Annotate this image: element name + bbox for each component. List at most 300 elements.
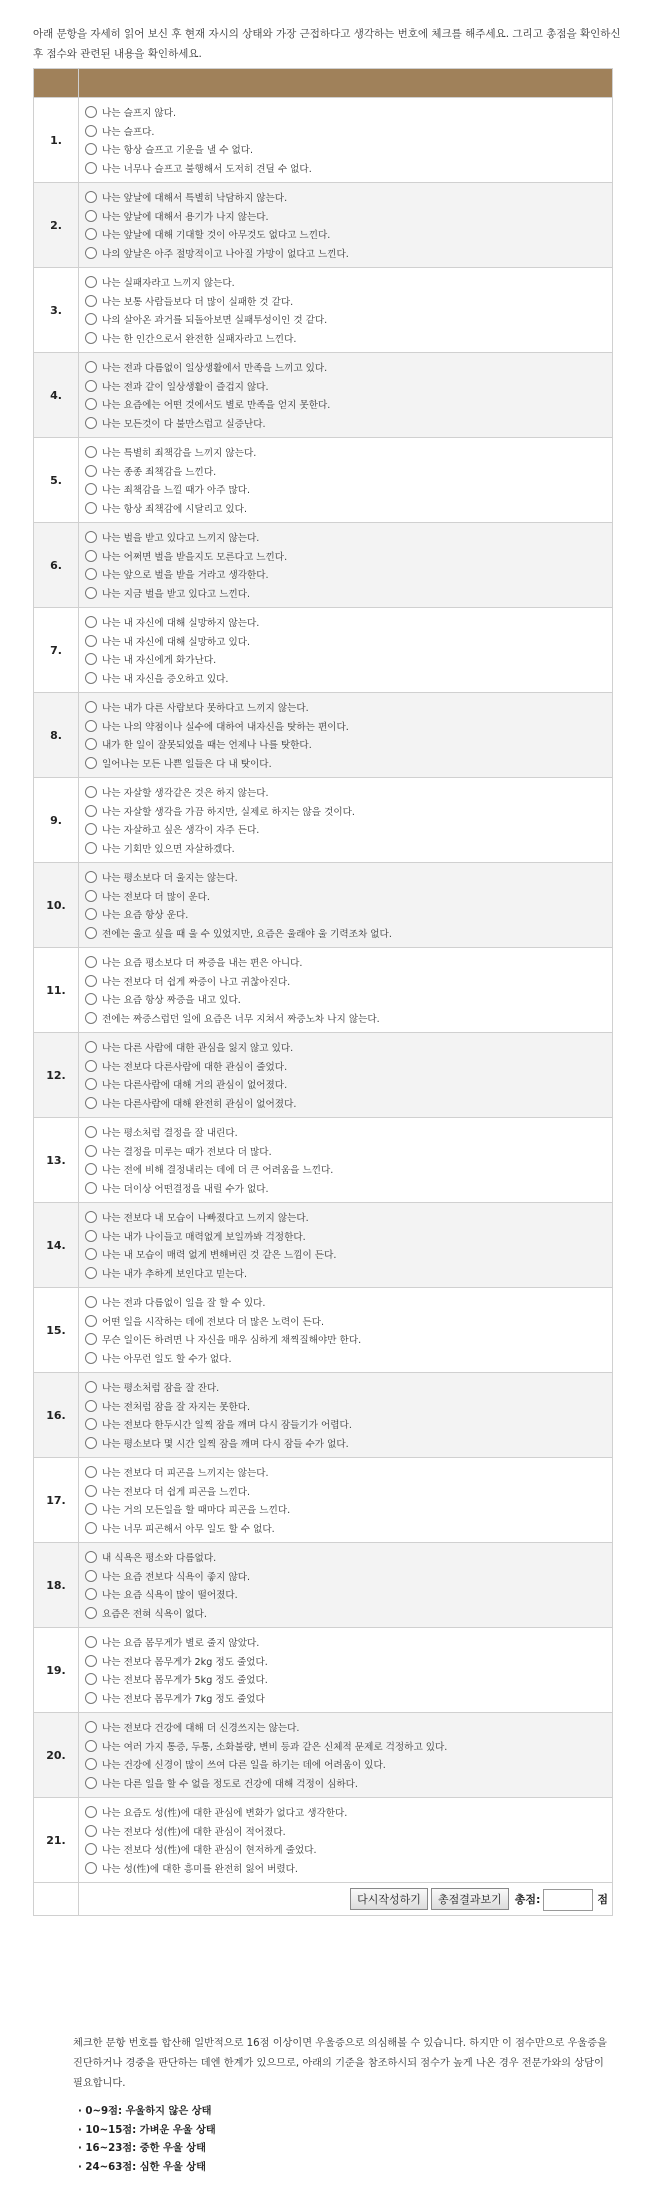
question-row: [34, 1033, 613, 1118]
radio-button[interactable]: [85, 1825, 97, 1837]
question-row: [34, 523, 613, 608]
question-row: [34, 778, 613, 863]
option-label: 나는 내 자신에 대해 실망하고 있다.: [102, 636, 251, 648]
option-label: 나는 전보다 몸무게가 2kg 정도 줄었다.: [102, 1656, 268, 1668]
option-item[interactable]: [85, 1227, 606, 1246]
option-label: 나는 전과 같이 일상생활이 즐겁지 않다.: [102, 381, 269, 393]
option-item[interactable]: [85, 990, 606, 1009]
option-label: 나는 전보다 성(性)에 대한 관심이 적어졌다.: [102, 1826, 286, 1838]
question-row: [34, 1118, 613, 1203]
radio-button[interactable]: [85, 720, 97, 732]
option-label: 일어나는 모든 나쁜 일들은 다 내 탓이다.: [102, 758, 272, 770]
score-levels: [78, 2103, 216, 2177]
option-item[interactable]: [85, 887, 606, 906]
option-label: 나는 앞날에 대해서 특별히 낙담하지 않는다.: [102, 193, 288, 205]
option-item[interactable]: [85, 1434, 606, 1453]
radio-button[interactable]: [85, 1570, 97, 1582]
question-number: 5.: [34, 438, 79, 523]
question-number: 14.: [34, 1203, 79, 1288]
question-options: [79, 778, 613, 863]
radio-button[interactable]: [85, 1777, 97, 1789]
option-item[interactable]: [85, 1482, 606, 1501]
option-item[interactable]: [85, 905, 606, 924]
option-label: 나는 한 인간으로서 완전한 실패자라고 느낀다.: [102, 333, 297, 345]
option-item[interactable]: [85, 1415, 606, 1434]
radio-button[interactable]: [85, 380, 97, 392]
option-label: 나는 평소보다 더 울지는 않는다.: [102, 873, 238, 885]
option-item[interactable]: [85, 1755, 606, 1774]
radio-button[interactable]: [85, 1607, 97, 1619]
option-item[interactable]: [85, 1567, 606, 1586]
option-label: 나는 너무 피곤해서 아무 일도 할 수 없다.: [102, 1523, 275, 1535]
radio-button[interactable]: [85, 276, 97, 288]
option-item[interactable]: [85, 1774, 606, 1793]
radio-button[interactable]: [85, 1145, 97, 1157]
radio-button[interactable]: [85, 1182, 97, 1194]
question-options: [79, 1288, 613, 1373]
option-label: 나는 요즘에는 어떤 것에서도 별로 만족을 얻지 못한다.: [102, 400, 331, 412]
radio-button[interactable]: [85, 975, 97, 987]
radio-button[interactable]: [85, 1806, 97, 1818]
option-item[interactable]: [85, 584, 606, 603]
option-item[interactable]: [85, 735, 606, 754]
option-item[interactable]: [85, 565, 606, 584]
question-number: 6.: [34, 523, 79, 608]
radio-button[interactable]: [85, 1758, 97, 1770]
result-button[interactable]: 총점결과보기: [431, 1888, 509, 1910]
radio-button[interactable]: [85, 1060, 97, 1072]
question-options: [79, 268, 613, 353]
option-label: 나는 요즘 항상 운다.: [102, 910, 189, 922]
option-item[interactable]: [85, 1689, 606, 1708]
question-number: 15.: [34, 1288, 79, 1373]
option-label: 나는 너무나 슬프고 불행해서 도저히 견딜 수 없다.: [102, 163, 312, 175]
option-item[interactable]: [85, 839, 606, 858]
option-item[interactable]: [85, 1397, 606, 1416]
score-level: · 0~9점: 우울하지 않은 상태: [78, 2106, 212, 2117]
option-item[interactable]: [85, 1330, 606, 1349]
option-label: 나는 거의 모든일을 할 때마다 피곤을 느낀다.: [102, 1505, 291, 1517]
radio-button[interactable]: [85, 417, 97, 429]
option-item[interactable]: [85, 698, 606, 717]
question-options: [79, 1458, 613, 1543]
question-number: 8.: [34, 693, 79, 778]
option-item[interactable]: [85, 1859, 606, 1878]
option-label: 나는 전에 비해 결정내리는 데에 더 큰 어려움을 느낀다.: [102, 1165, 334, 1177]
option-item[interactable]: [85, 754, 606, 773]
option-label: 나는 요즘도 성(性)에 대한 관심에 변화가 없다고 생각한다.: [102, 1808, 348, 1820]
option-item[interactable]: [85, 1245, 606, 1264]
radio-button[interactable]: [85, 106, 97, 118]
radio-button[interactable]: [85, 1418, 97, 1430]
radio-button[interactable]: [85, 890, 97, 902]
option-item[interactable]: [85, 225, 606, 244]
radio-button[interactable]: [85, 1296, 97, 1308]
option-item[interactable]: [85, 1160, 606, 1179]
option-item[interactable]: [85, 1142, 606, 1161]
radio-button[interactable]: [85, 398, 97, 410]
option-item[interactable]: [85, 1652, 606, 1671]
option-item[interactable]: [85, 244, 606, 263]
option-item[interactable]: [85, 613, 606, 632]
option-label: 나의 앞날은 아주 절망적이고 나아질 가망이 없다고 느낀다.: [102, 248, 349, 260]
question-row: [34, 98, 613, 183]
radio-button[interactable]: [85, 1211, 97, 1223]
option-label: 나는 요즘 몸무게가 별로 줄지 않았다.: [102, 1638, 260, 1650]
option-label: 나는 전보다 몸무게가 7kg 정도 줄었다: [102, 1693, 265, 1705]
option-label: 나는 요즘 식욕이 많이 떨어졌다.: [102, 1590, 238, 1602]
option-item[interactable]: [85, 443, 606, 462]
question-number: 4.: [34, 353, 79, 438]
question-options: [79, 608, 613, 693]
radio-button[interactable]: [85, 1503, 97, 1515]
option-item[interactable]: [85, 1500, 606, 1519]
radio-button[interactable]: [85, 502, 97, 514]
radio-button[interactable]: [85, 446, 97, 458]
option-label: 나는 종종 죄책감을 느낀다.: [102, 466, 217, 478]
radio-button[interactable]: [85, 332, 97, 344]
option-item[interactable]: [85, 395, 606, 414]
radio-button[interactable]: [85, 1163, 97, 1175]
option-label: 나는 전보다 성(性)에 대한 관심이 현저하게 줄었다.: [102, 1845, 317, 1857]
option-item[interactable]: [85, 1604, 606, 1623]
radio-button[interactable]: [85, 1862, 97, 1874]
option-label: 나는 지금 벌을 받고 있다고 느낀다.: [102, 588, 251, 600]
option-label: 나는 전보다 다른사람에 대한 관심이 줄었다.: [102, 1061, 288, 1073]
option-item[interactable]: [85, 292, 606, 311]
option-item[interactable]: [85, 953, 606, 972]
option-item[interactable]: [85, 377, 606, 396]
radio-button[interactable]: [85, 1466, 97, 1478]
question-number: 2.: [34, 183, 79, 268]
question-options: [79, 523, 613, 608]
option-label: 나는 전보다 몸무게가 5kg 정도 줄었다.: [102, 1675, 268, 1687]
option-item[interactable]: [85, 1038, 606, 1057]
option-label: 나는 요즘 항상 짜증을 내고 있다.: [102, 995, 241, 1007]
radio-button[interactable]: [85, 805, 97, 817]
question-options: [79, 1628, 613, 1713]
option-item[interactable]: [85, 122, 606, 141]
option-item[interactable]: [85, 1670, 606, 1689]
option-label: 나는 자살할 생각같은 것은 하지 않는다.: [102, 788, 269, 800]
option-item[interactable]: [85, 499, 606, 518]
option-label: 나는 평소처럼 결정을 잘 내린다.: [102, 1128, 238, 1140]
total-score-field[interactable]: [543, 1889, 593, 1911]
radio-button[interactable]: [85, 1843, 97, 1855]
radio-button[interactable]: [85, 1551, 97, 1563]
question-row: [34, 1288, 613, 1373]
option-item[interactable]: [85, 1094, 606, 1113]
radio-button[interactable]: [85, 1352, 97, 1364]
radio-button[interactable]: [85, 1522, 97, 1534]
radio-button[interactable]: [85, 228, 97, 240]
radio-button[interactable]: [85, 483, 97, 495]
option-label: 나는 내가 추하게 보인다고 믿는다.: [102, 1268, 247, 1280]
radio-button[interactable]: [85, 1267, 97, 1279]
radio-button[interactable]: [85, 568, 97, 580]
question-options: [79, 1373, 613, 1458]
option-item[interactable]: [85, 1822, 606, 1841]
radio-button[interactable]: [85, 1588, 97, 1600]
radio-button[interactable]: [85, 295, 97, 307]
option-item[interactable]: [85, 669, 606, 688]
option-item[interactable]: [85, 1633, 606, 1652]
option-label: 나는 다른 일을 할 수 없을 정도로 건강에 대해 걱정이 심하다.: [102, 1778, 358, 1790]
option-label: 나는 전처럼 잠을 잘 자지는 못한다.: [102, 1401, 251, 1413]
question-row: [34, 863, 613, 948]
radio-button[interactable]: [85, 1400, 97, 1412]
table-header: [34, 69, 613, 98]
radio-button[interactable]: [85, 247, 97, 259]
option-item[interactable]: [85, 273, 606, 292]
option-label: 나는 내 자신에 대해 실망하지 않는다.: [102, 618, 260, 630]
question-options: [79, 183, 613, 268]
option-label: 나는 여러 가지 통증, 두통, 소화불량, 변비 등과 같은 신체적 문제로 걱정하고 있다.: [102, 1741, 448, 1753]
radio-button[interactable]: [85, 465, 97, 477]
radio-button[interactable]: [85, 738, 97, 750]
radio-button[interactable]: [85, 842, 97, 854]
question-row: [34, 353, 613, 438]
option-item[interactable]: [85, 1123, 606, 1142]
question-number: 7.: [34, 608, 79, 693]
radio-button[interactable]: [85, 1655, 97, 1667]
radio-button[interactable]: [85, 701, 97, 713]
option-item[interactable]: [85, 310, 606, 329]
question-options: [79, 693, 613, 778]
option-label: 내가 한 일이 잘못되었을 때는 언제나 나를 탓한다.: [102, 740, 312, 752]
radio-button[interactable]: [85, 1636, 97, 1648]
radio-button[interactable]: [85, 210, 97, 222]
radio-button[interactable]: [85, 823, 97, 835]
option-label: 전에는 짜증스럽던 일에 요즘은 너무 지쳐서 짜증노차 나지 않는다.: [102, 1013, 380, 1025]
action-row-spacer: [34, 1883, 79, 1916]
question-row: [34, 1628, 613, 1713]
option-label: 나는 내 자신을 증오하고 있다.: [102, 673, 229, 685]
radio-button[interactable]: [85, 1437, 97, 1449]
radio-button[interactable]: [85, 1721, 97, 1733]
question-row: [34, 1713, 613, 1798]
option-item[interactable]: [85, 547, 606, 566]
question-options: [79, 1798, 613, 1883]
option-item[interactable]: [85, 329, 606, 348]
intro-text: 아래 문항을 자세히 읽어 보신 후 현재 자시의 상태와 가장 근접하다고 생각하는 번호에 체크를 해주세요. 그리고 총점을 확인하신 후 점수와 관련된 내용을 확인하세요.: [33, 28, 621, 60]
option-item[interactable]: [85, 1293, 606, 1312]
total-label: 총점:: [514, 1892, 541, 1906]
radio-button[interactable]: [85, 757, 97, 769]
option-label: 나는 기회만 있으면 자살하겠다.: [102, 843, 235, 855]
option-item[interactable]: [85, 103, 606, 122]
option-item[interactable]: [85, 528, 606, 547]
radio-button[interactable]: [85, 1673, 97, 1685]
scoring-note: 체크한 문항 번호를 합산해 일반적으로 16점 이상이면 우울증으로 의심해볼 수 있습니다. 하지만 이 점수만으로 우울증을 진단하거나 경중을 판단하는 데엔 한계가 있으므로, 아래의 기준을 참조하시되 점수가 높게 나온 경우 전문가와의 상담이 필요합니다.: [73, 2038, 607, 2089]
radio-button[interactable]: [85, 672, 97, 684]
radio-button[interactable]: [85, 871, 97, 883]
action-cell: [79, 1883, 613, 1916]
radio-button[interactable]: [85, 956, 97, 968]
question-options: [79, 1033, 613, 1118]
option-item[interactable]: [85, 140, 606, 159]
option-label: 나는 다른사람에 대해 완전히 관심이 없어졌다.: [102, 1098, 297, 1110]
radio-button[interactable]: [85, 1692, 97, 1704]
question-number: 17.: [34, 1458, 79, 1543]
radio-button[interactable]: [85, 786, 97, 798]
option-label: 내 식욕은 평소와 다름없다.: [102, 1553, 217, 1565]
radio-button[interactable]: [85, 1230, 97, 1242]
option-item[interactable]: [85, 207, 606, 226]
radio-button[interactable]: [85, 550, 97, 562]
radio-button[interactable]: [85, 653, 97, 665]
option-item[interactable]: [85, 1009, 606, 1028]
option-label: 나는 특별히 죄책감을 느끼지 않는다.: [102, 448, 257, 460]
option-label: 요즘은 전혀 식욕이 없다.: [102, 1608, 207, 1620]
option-item[interactable]: [85, 1548, 606, 1567]
option-item[interactable]: [85, 358, 606, 377]
rewrite-button[interactable]: 다시작성하기: [350, 1888, 428, 1910]
radio-button[interactable]: [85, 1381, 97, 1393]
radio-button[interactable]: [85, 1041, 97, 1053]
option-item[interactable]: [85, 972, 606, 991]
question-row: [34, 438, 613, 523]
radio-button[interactable]: [85, 927, 97, 939]
question-row: [34, 1373, 613, 1458]
option-label: 나는 죄책감을 느낄 때가 아주 많다.: [102, 485, 251, 497]
option-item[interactable]: [85, 462, 606, 481]
option-item[interactable]: [85, 1803, 606, 1822]
radio-button[interactable]: [85, 143, 97, 155]
option-label: 나는 내가 나이들고 매력없게 보일까봐 걱정한다.: [102, 1231, 306, 1243]
question-options: [79, 1203, 613, 1288]
radio-button[interactable]: [85, 1248, 97, 1260]
option-label: 나는 전보다 더 쉽게 짜증이 나고 귀찮아진다.: [102, 976, 291, 988]
question-row: [34, 948, 613, 1033]
option-item[interactable]: [85, 188, 606, 207]
question-row: [34, 183, 613, 268]
radio-button[interactable]: [85, 1485, 97, 1497]
option-item[interactable]: [85, 1057, 606, 1076]
radio-button[interactable]: [85, 1097, 97, 1109]
radio-button[interactable]: [85, 531, 97, 543]
header-cell: [79, 69, 613, 98]
option-item[interactable]: [85, 1519, 606, 1538]
radio-button[interactable]: [85, 1333, 97, 1345]
option-item[interactable]: [85, 1075, 606, 1094]
option-label: 나는 성(性)에 대한 흥미를 완전히 잃어 버렸다.: [102, 1863, 298, 1875]
option-item[interactable]: [85, 802, 606, 821]
option-label: 나는 항상 죄책감에 시달리고 있다.: [102, 503, 247, 515]
option-item[interactable]: [85, 820, 606, 839]
question-number: 3.: [34, 268, 79, 353]
option-label: 나는 더이상 어떤결정을 내릴 수가 없다.: [102, 1183, 269, 1195]
option-item[interactable]: [85, 1349, 606, 1368]
option-label: 나는 다른사람에 대해 거의 관심이 없어졌다.: [102, 1080, 288, 1092]
question-options: [79, 1713, 613, 1798]
option-item[interactable]: [85, 480, 606, 499]
option-item[interactable]: [85, 632, 606, 651]
option-label: 나의 살아온 과거를 되돌아보면 실패투성이인 것 같다.: [102, 315, 328, 327]
radio-button[interactable]: [85, 587, 97, 599]
question-number: 20.: [34, 1713, 79, 1798]
option-item[interactable]: [85, 1585, 606, 1604]
question-options: [79, 438, 613, 523]
option-item[interactable]: [85, 783, 606, 802]
radio-button[interactable]: [85, 635, 97, 647]
option-item[interactable]: [85, 650, 606, 669]
option-label: 나는 앞으로 벌을 받을 거라고 생각한다.: [102, 570, 269, 582]
question-number: 12.: [34, 1033, 79, 1118]
question-row: [34, 693, 613, 778]
option-item[interactable]: [85, 1378, 606, 1397]
option-label: 나는 아무런 일도 할 수가 없다.: [102, 1353, 232, 1365]
radio-button[interactable]: [85, 191, 97, 203]
option-item[interactable]: [85, 159, 606, 178]
option-label: 나는 요즘 평소보다 더 짜증을 내는 편은 아니다.: [102, 958, 303, 970]
radio-button[interactable]: [85, 125, 97, 137]
option-label: 나는 모든것이 다 불만스럽고 실증난다.: [102, 418, 266, 430]
question-row: [34, 1458, 613, 1543]
question-options: [79, 1118, 613, 1203]
radio-button[interactable]: [85, 1740, 97, 1752]
action-row: [34, 1883, 613, 1916]
radio-button[interactable]: [85, 313, 97, 325]
question-options: [79, 1543, 613, 1628]
question-number: 21.: [34, 1798, 79, 1883]
question-row: [34, 1203, 613, 1288]
question-row: [34, 1543, 613, 1628]
option-label: 나는 전과 다름없이 일을 잘 할 수 있다.: [102, 1298, 266, 1310]
option-label: 전에는 울고 싶을 때 울 수 있었지만, 요즘은 울래야 울 기력조차 없다.: [102, 928, 392, 940]
option-label: 나는 평소처럼 잠을 잘 잔다.: [102, 1383, 220, 1395]
question-number: 1.: [34, 98, 79, 183]
option-item[interactable]: [85, 414, 606, 433]
option-item[interactable]: [85, 1463, 606, 1482]
option-label: 나는 항상 슬프고 기운을 낼 수 없다.: [102, 145, 254, 157]
option-item[interactable]: [85, 868, 606, 887]
header-cell: [34, 69, 79, 98]
radio-button[interactable]: [85, 1012, 97, 1024]
option-label: 나는 전보다 건강에 대해 더 신경쓰지는 않는다.: [102, 1723, 300, 1735]
question-options: [79, 863, 613, 948]
radio-button[interactable]: [85, 361, 97, 373]
option-item[interactable]: [85, 924, 606, 943]
option-item[interactable]: [85, 1840, 606, 1859]
radio-button[interactable]: [85, 162, 97, 174]
radio-button[interactable]: [85, 1315, 97, 1327]
question-number: 10.: [34, 863, 79, 948]
radio-button[interactable]: [85, 908, 97, 920]
option-item[interactable]: [85, 1179, 606, 1198]
radio-button[interactable]: [85, 1126, 97, 1138]
radio-button[interactable]: [85, 616, 97, 628]
option-label: 나는 앞날에 대해서 용기가 나지 않는다.: [102, 211, 269, 223]
option-item[interactable]: [85, 1718, 606, 1737]
question-row: [34, 1798, 613, 1883]
radio-button[interactable]: [85, 993, 97, 1005]
option-label: 나는 내 모습이 매력 없게 변해버린 것 같은 느낌이 든다.: [102, 1250, 337, 1262]
option-label: 나는 전과 다름없이 일상생활에서 만족을 느끼고 있다.: [102, 363, 328, 375]
question-options: [79, 948, 613, 1033]
option-item[interactable]: [85, 1264, 606, 1283]
question-row: [34, 608, 613, 693]
question-number: 18.: [34, 1543, 79, 1628]
option-item[interactable]: [85, 1737, 606, 1756]
radio-button[interactable]: [85, 1078, 97, 1090]
option-item[interactable]: [85, 1208, 606, 1227]
option-label: 나는 실패자라고 느끼지 않는다.: [102, 278, 235, 290]
option-item[interactable]: [85, 717, 606, 736]
option-label: 나는 자살할 생각을 가끔 하지만, 실제로 하지는 않을 것이다.: [102, 806, 355, 818]
option-label: 나는 전보다 한두시간 일찍 잠을 깨며 다시 잠들기가 어렵다.: [102, 1420, 352, 1432]
option-item[interactable]: [85, 1312, 606, 1331]
